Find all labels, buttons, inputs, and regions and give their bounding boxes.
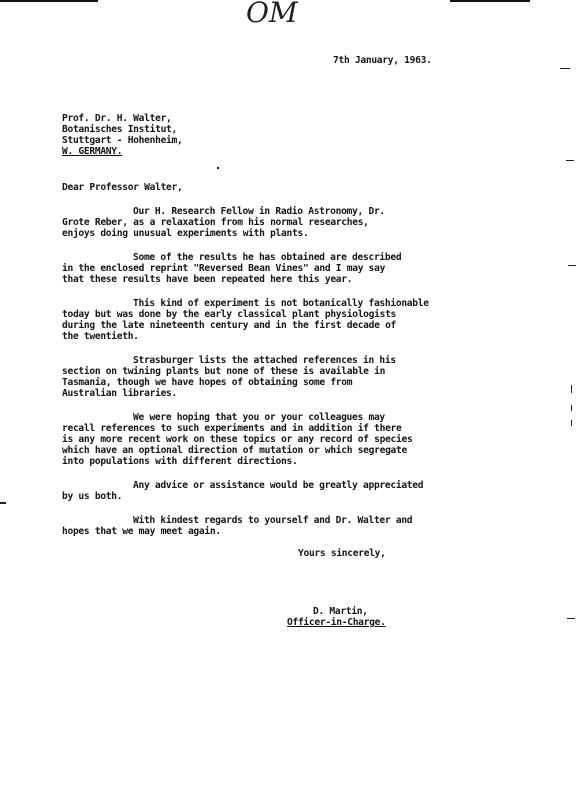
paragraph-line: is any more recent work on these topics or any record of species: [62, 434, 413, 445]
scan-edge-mark-right: [450, 0, 530, 2]
scan-mark: [571, 420, 572, 426]
paragraph-line: Some of the results he has obtained are described: [133, 252, 402, 263]
paragraph-line: With kindest regards to yourself and Dr. Walter and: [133, 515, 413, 526]
paragraph-line: Australian libraries.: [62, 388, 177, 399]
signatory-name: D. Martin,: [313, 606, 368, 617]
addressee-institution: Botanisches Institut,: [62, 124, 177, 135]
letter-date: 7th January, 1963.: [333, 55, 432, 66]
addressee-city: Stuttgart - Hohenheim,: [62, 135, 183, 146]
scan-mark: [567, 618, 575, 619]
scan-mark: [560, 68, 570, 69]
scan-mark: [217, 167, 219, 169]
scan-edge-mark-left: [0, 0, 98, 2]
paragraph-line: This kind of experiment is not botanically fashionable: [133, 298, 429, 309]
handwritten-annotation: OM: [246, 0, 298, 29]
addressee-country: W. GERMANY.: [62, 146, 123, 157]
paragraph-line: in the enclosed reprint "Reversed Bean Vines" and I may say: [62, 263, 386, 274]
scan-mark: [0, 502, 6, 504]
salutation: Dear Professor Walter,: [62, 182, 183, 193]
paragraph-line: hopes that we may meet again.: [62, 526, 221, 537]
paragraph-line: We were hoping that you or your colleagues may: [133, 412, 385, 423]
paragraph-line: which have an optional direction of mutation or which segregate: [62, 445, 407, 456]
paragraph-line: that these results have been repeated here this year.: [62, 274, 353, 285]
scan-mark: [566, 160, 574, 161]
scan-mark: [568, 265, 576, 266]
paragraph-line: by us both.: [62, 491, 123, 502]
paragraph-line: enjoys doing unusual experiments with plants.: [62, 228, 309, 239]
paragraph-line: today but was done by the early classical plant physiologists: [62, 309, 397, 320]
paragraph-line: Tasmania, though we have hopes of obtaining some from: [62, 377, 353, 388]
addressee-name: Prof. Dr. H. Walter,: [62, 113, 172, 124]
paragraph-line: the twentieth.: [62, 331, 139, 342]
paragraph-line: into populations with different directions.: [62, 456, 298, 467]
paragraph-line: Strasburger lists the attached references in his: [133, 355, 396, 366]
scan-mark: [571, 385, 572, 393]
paragraph-line: Any advice or assistance would be greatly appreciated: [133, 480, 424, 491]
closing: Yours sincerely,: [298, 548, 386, 559]
paragraph-line: Our H. Research Fellow in Radio Astronomy, Dr.: [133, 206, 385, 217]
paragraph-line: during the late nineteenth century and in the first decade of: [62, 320, 397, 331]
scan-mark: [571, 405, 572, 411]
signatory-title: Officer-in-Charge.: [287, 617, 386, 628]
paragraph-line: section on twining plants but none of these is available in: [62, 366, 386, 377]
paragraph-line: recall references to such experiments and in addition if there: [62, 423, 402, 434]
paragraph-line: Grote Reber, as a relaxation from his normal researches,: [62, 217, 369, 228]
